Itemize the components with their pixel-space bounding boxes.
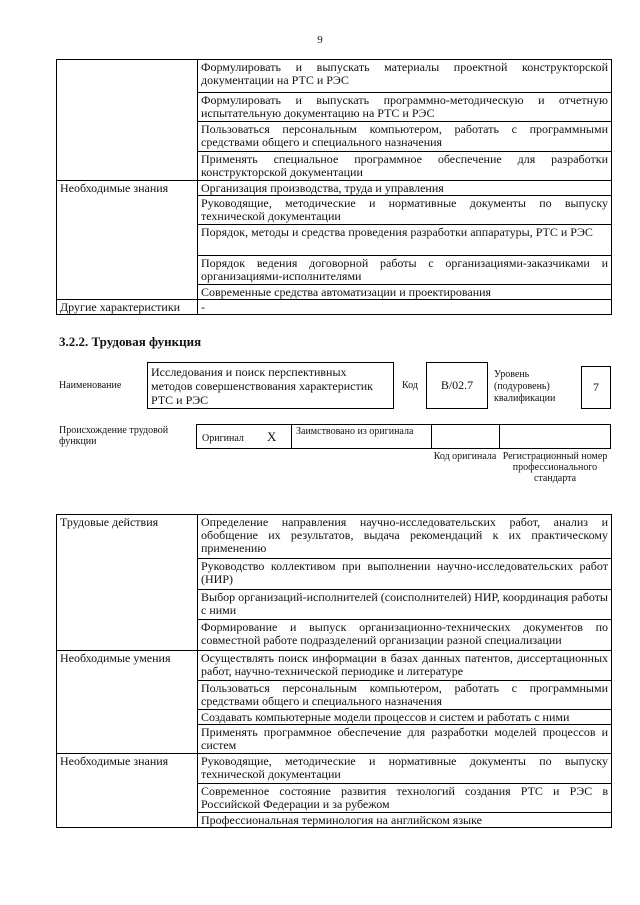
table-row — [57, 60, 612, 93]
row-label: Необходимые знания — [57, 181, 198, 300]
reg-number-caption: Регистрационный номер профессионального стандарта — [502, 451, 608, 484]
row-item: Руководящие, методические и нормативные документы по выпуску технической документации — [198, 196, 612, 225]
row-item: Определение направления научно-исследовательских работ, анализ и обобщение их результатов, выдача рекомендаций к их практическому применению — [198, 515, 612, 559]
table-row — [57, 754, 612, 784]
origin-label: Происхождение трудовой функции — [59, 425, 169, 447]
row-item: Пользоваться персональным компьютером, работать с программными средствами общего и специального назначения — [198, 681, 612, 710]
row-item: - — [198, 300, 612, 315]
code-origin-caption: Код оригинала — [433, 451, 497, 462]
row-item: Порядок ведения договорной работы с организациями-заказчиками и организациями-исполнителями — [198, 256, 612, 285]
row-item: Руководящие, методические и нормативные документы по выпуску технической документации — [198, 754, 612, 784]
table-row — [57, 651, 612, 681]
code-label: Код — [402, 380, 418, 391]
top-competency-table — [56, 59, 612, 315]
original-mark: X — [267, 429, 277, 444]
row-item: Руководство коллективом при выполнении научно-исследовательских работ (НИР) — [198, 559, 612, 590]
code-box — [426, 362, 488, 409]
row-item: Профессиональная терминология на английском языке — [198, 813, 612, 828]
row-item: Современное состояние развития технологий создания РТС и РЭС в Российской Федерации и за рубежом — [198, 784, 612, 813]
original-cell — [197, 425, 292, 448]
row-item: Формулировать и выпускать программно-методическую и отчетную испытательную документацию на РТС и РЭС — [198, 93, 612, 122]
name-label: Наименование — [59, 380, 122, 391]
row-item: Формирование и выпуск организационно-технических документов по совместной работе подразделений организации разной специализации — [198, 620, 612, 651]
row-item: Осуществлять поиск информации в базах данных патентов, диссертационных работ, научно-технической периодике и литературе — [198, 651, 612, 681]
borrowed-label: Заимствовано из оригинала — [296, 426, 414, 437]
function-name-box — [147, 362, 394, 409]
page-number: 9 — [317, 34, 323, 46]
row-item: Формулировать и выпускать материалы проектной конструкторской документации на РТС и РЭС — [198, 60, 612, 93]
table-row — [57, 300, 612, 315]
row-item: Организация производства, труда и управления — [198, 181, 612, 196]
row-item: Пользоваться персональным компьютером, работать с программными средствами общего и специального назначения — [198, 122, 612, 152]
table-row — [57, 515, 612, 559]
level-box — [581, 366, 611, 409]
bottom-competency-table — [56, 514, 612, 828]
reg-number-cell — [500, 425, 610, 448]
section-heading: 3.2.2. Трудовая функция — [59, 334, 202, 349]
origin-row — [196, 424, 611, 449]
table-row — [57, 181, 612, 196]
row-item: Современные средства автоматизации и проектирования — [198, 285, 612, 300]
original-label: Оригинал — [202, 433, 244, 444]
row-item: Выбор организаций-исполнителей (соисполнителей) НИР, координация работы с ними — [198, 590, 612, 620]
row-label — [57, 60, 198, 181]
row-label: Другие характеристики — [57, 300, 198, 315]
code-origin-cell — [432, 425, 500, 448]
row-item: Создавать компьютерные модели процессов и систем и работать с ними — [198, 710, 612, 725]
row-item: Применять специальное программное обеспечение для разработки конструкторской документации — [198, 152, 612, 181]
level-value: 7 — [593, 380, 599, 394]
code-value: В/02.7 — [440, 378, 474, 392]
row-label: Необходимые умения — [57, 651, 198, 754]
row-item: Применять программное обеспечение для разработки моделей процессов и систем — [198, 725, 612, 754]
level-label: Уровень (подуровень) квалификации — [494, 369, 556, 404]
row-label: Трудовые действия — [57, 515, 198, 651]
borrowed-cell — [292, 425, 432, 448]
row-item: Порядок, методы и средства проведения разработки аппаратуры, РТС и РЭС — [198, 225, 612, 256]
function-name-value: Исследования и поиск перспективных методов совершенствования характеристик РТС и РЭС — [151, 365, 373, 407]
row-label: Необходимые знания — [57, 754, 198, 828]
